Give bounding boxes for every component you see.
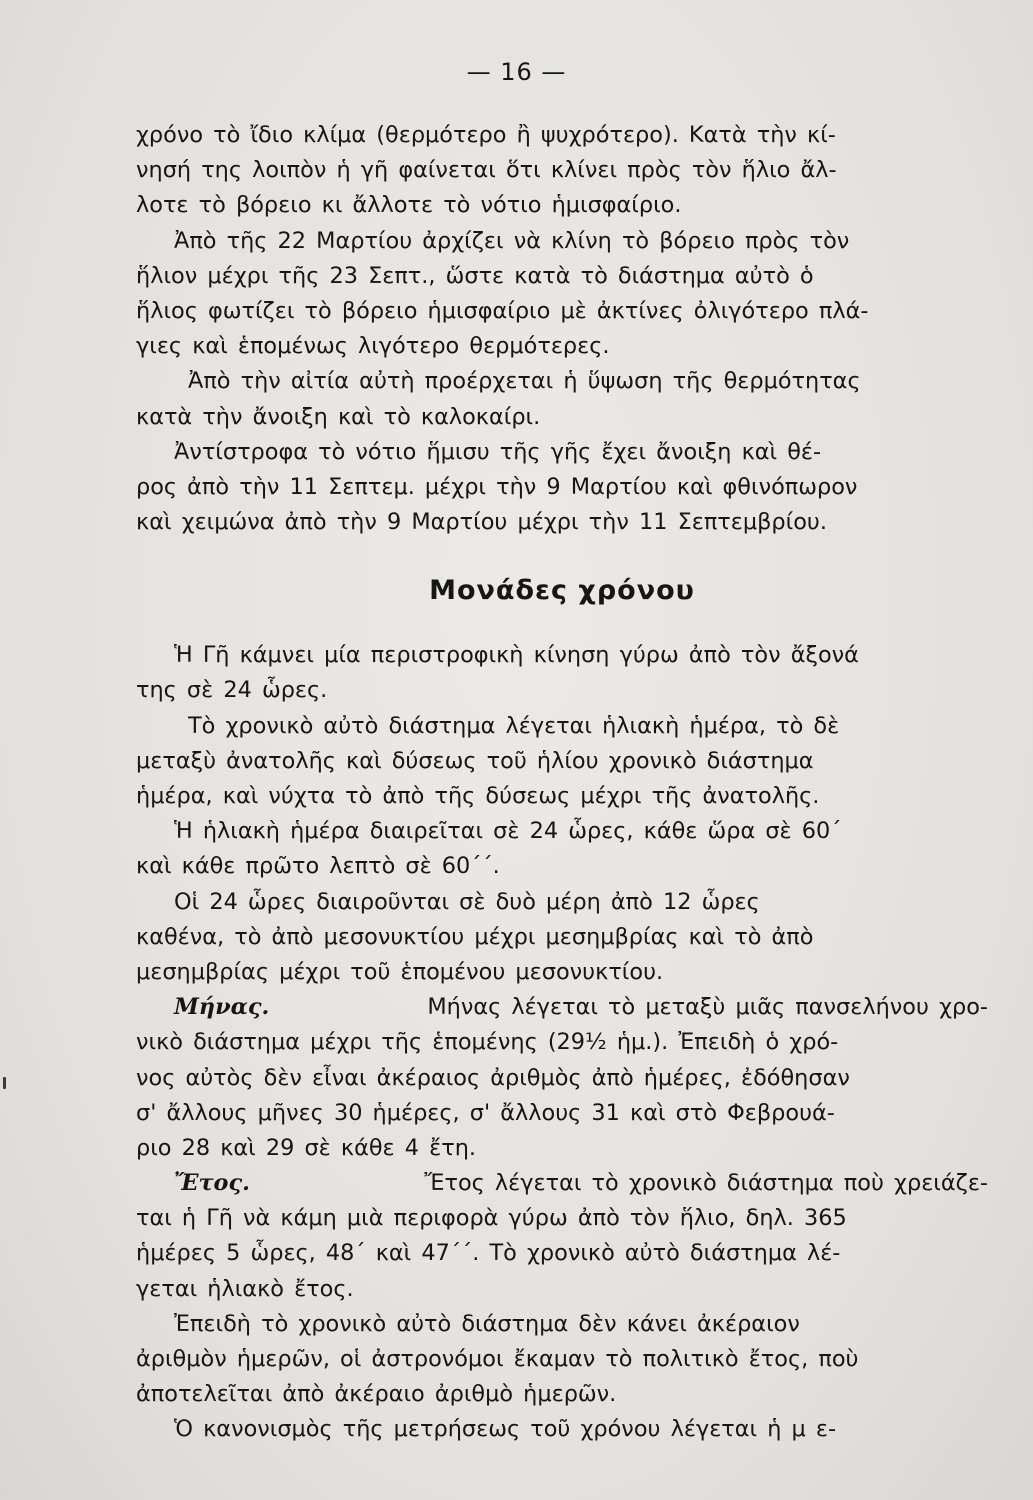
text-line: μεσημβρίας μέχρι τοῦ ἑπομένου μεσονυκτίου. — [136, 958, 664, 985]
text-line: Ἀντίστροφα τὸ νότιο ἥμισυ τῆς γῆς ἔχει ἄνοιξη καὶ θέ- — [174, 438, 822, 465]
text-line: Ἡ Γῆ κάμνει μία περιστροφικὴ κίνηση γύρω ἀπὸ τὸν ἄξονά — [174, 642, 859, 669]
text-line: ἀριθμὸν ἡμερῶν, οἱ ἀστρονόμοι ἔκαμαν τὸ πολιτικὸ ἔτος, ποὺ — [136, 1346, 859, 1372]
page-number: — 16 — — [466, 58, 567, 86]
text-line: της σὲ 24 ὧρες. — [136, 677, 328, 704]
text-line: Ὁ κανονισμὸς τῆς μετρήσεως τοῦ χρόνου λέγεται ἡ μ ε- — [174, 1416, 837, 1443]
text-line: νησή της λοιπὸν ἡ γῆ φαίνεται ὅτι κλίνει πρὸς τὸν ἥλιο ἄλ- — [136, 157, 837, 184]
term-year: Ἔτος. — [174, 1170, 250, 1197]
text-line: μεταξὺ ἀνατολῆς καὶ δύσεως τοῦ ἡλίου χρονικὸ διάστημα — [136, 747, 814, 774]
text-line: Ἡ ἡλιακὴ ἡμέρα διαιρεῖται σὲ 24 ὧρες, κάθε ὥρα σὲ 60΄ — [174, 818, 842, 845]
term-month: Μήνας. — [174, 994, 270, 1021]
text-line: ἡμέρα, καὶ νύχτα τὸ ἀπὸ τῆς δύσεως μέχρι τῆς ἀνατολῆς. — [136, 783, 820, 809]
text-line: χρόνο τὸ ἴδιο κλίμα (θερμότερο ἢ ψυχρότερο). Κατὰ τὴν κί- — [136, 122, 836, 148]
text-line: καὶ χειμώνα ἀπὸ τὴν 9 Μαρτίου μέχρι τὴν 11 Σεπτεμβρίου. — [136, 509, 827, 536]
text-line: Ἔτος. Ἔτος λέγεται τὸ χρονικὸ διάστημα ποὺ χρειάζε- — [136, 1166, 988, 1201]
text-line: ται ἡ Γῆ νὰ κάμη μιὰ περιφορὰ γύρω ἀπὸ τὸν ἥλιο, δηλ. 365 — [136, 1205, 847, 1232]
text-line: Τὸ χρονικὸ αὐτὸ διάστημα λέγεται ἡλιακὴ ἡμέρα, τὸ δὲ — [188, 712, 840, 739]
text-line: ἥλιος φωτίζει τὸ βόρειο ἡμισφαίριο μὲ ἀκτίνες ὀλιγότερο πλά- — [136, 297, 869, 324]
text-line: ἥλιον μέχρι τῆς 23 Σεπτ., ὥστε κατὰ τὸ διάστημα αὐτὸ ὁ — [136, 262, 814, 289]
text-line: Ἐπειδὴ τὸ χρονικὸ αὐτὸ διάστημα δὲν κάνει ἀκέραιον — [174, 1310, 800, 1337]
text-line: Οἱ 24 ὧρες διαιροῦνται σὲ δυὸ μέρη ἀπὸ 12 ὧρες — [174, 888, 760, 915]
text-line: καθένα, τὸ ἀπὸ μεσονυκτίου μέχρι μεσημβρίας καὶ τὸ ἀπὸ — [136, 923, 814, 950]
text-line: ριο 28 καὶ 29 σὲ κάθε 4 ἔτη. — [136, 1134, 477, 1161]
text-line: λοτε τὸ βόρειο κι ἄλλοτε τὸ νότιο ἡμισφαίριο. — [136, 192, 682, 219]
margin-mark — [3, 1077, 6, 1089]
text-line: νος αὐτὸς δὲν εἶναι ἀκέραιος ἀριθμὸς ἀπὸ ἡμέρες, ἐδόθησαν — [136, 1064, 850, 1091]
text-line: ἡμέρες 5 ὧρες, 48΄ καὶ 47΄΄. Τὸ χρονικὸ αὐτὸ διάστημα λέ- — [136, 1240, 841, 1267]
text-line: κατὰ τὴν ἄνοιξη καὶ τὸ καλοκαίρι. — [136, 403, 541, 430]
text-line: ρος ἀπὸ τὴν 11 Σεπτεμ. μέχρι τὴν 9 Μαρτίου καὶ φθινόπωρον — [136, 473, 858, 500]
page-body — [136, 118, 988, 1448]
text-line: Μήνας. Μήνας λέγεται τὸ μεταξὺ μιᾶς πανσελήνου χρο- — [136, 990, 988, 1025]
text-line: καὶ κάθε πρῶτο λεπτὸ σὲ 60΄΄. — [136, 853, 500, 880]
text-line: ἀποτελεῖται ἀπὸ ἀκέραιο ἀριθμὸ ἡμερῶν. — [136, 1381, 617, 1408]
text-line: γιες καὶ ἑπομένως λιγότερο θερμότερες. — [136, 333, 610, 360]
text-line: Ἀπὸ τὴν αἰτία αὐτὴ προέρχεται ἡ ὕψωση τῆς θερμότητας — [188, 368, 861, 395]
text-line: σ' ἄλλους μῆνες 30 ἡμέρες, σ' ἄλλους 31 καὶ στὸ Φεβρουά- — [136, 1099, 835, 1126]
section-heading: Μονάδες χρόνου — [429, 575, 695, 607]
text-line: γεται ἡλιακὸ ἔτος. — [136, 1275, 354, 1302]
text-line: νικὸ διάστημα μέχρι τῆς ἑπομένης (29½ ἡμ.). Ἐπειδὴ ὁ χρό- — [136, 1029, 839, 1056]
text-line: Ἀπὸ τῆς 22 Μαρτίου ἀρχίζει νὰ κλίνη τὸ βόρειο πρὸς τὸν — [174, 227, 850, 254]
